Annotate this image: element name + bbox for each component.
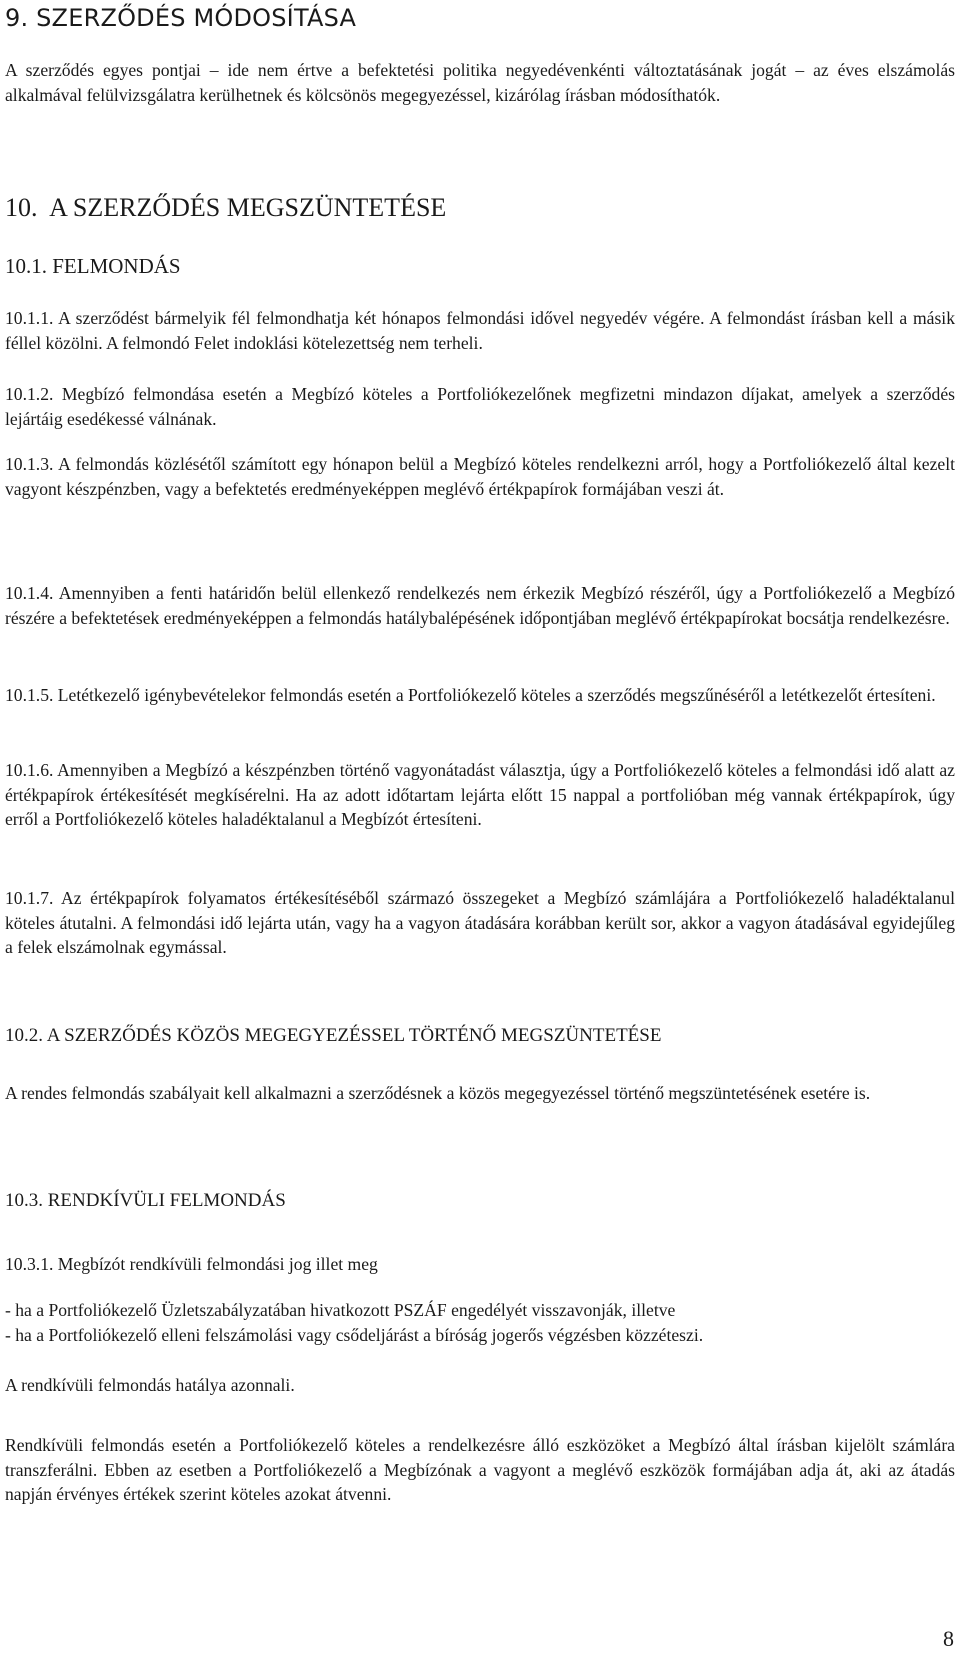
paragraph-10-1-7: 10.1.7. Az értékpapírok folyamatos értékesítéséből származó összegeket a Megbízó számlájára a Portfoliókezelő haladéktalanul köteles átutalni. A felmondási idő lejárta után, vagy ha a vagyon átadására korábban került sor, akkor a vagyon átadásával egyidejűleg a felek elszámolnak egymással. <box>5 888 955 957</box>
list-item: - ha a Portfoliókezelő Üzletszabályzatában hivatkozott PSZÁF engedélyét visszavonják, illetve <box>5 1300 676 1320</box>
subsection-10-2-paragraph: A rendes felmondás szabályait kell alkalmazni a szerződésnek a közös megegyezéssel történő megszüntetésének esetére is. <box>5 1083 871 1103</box>
section-10-heading: 10. A SZERZŐDÉS MEGSZÜNTETÉSE <box>5 193 447 222</box>
subsection-10-1-heading: 10.1. FELMONDÁS <box>5 254 181 278</box>
section-9-paragraph: A szerződés egyes pontjai – ide nem értve a befektetési politika negyedévenkénti változtatásának jogát – az éves elszámolás alkalmával felülvizsgálatra kerülhetnek és kölcsönös megegyezéssel, kizárólag írásban módosíthatók. <box>5 60 955 105</box>
list-item: - ha a Portfoliókezelő elleni felszámolási vagy csődeljárást a bíróság jogerős végzésben közzéteszi. <box>5 1324 704 1345</box>
paragraph-10-1-1: 10.1.1. A szerződést bármelyik fél felmondhatja két hónapos felmondási idővel negyedév végére. A felmondást írásban kell a másik féllel közölni. A felmondó Felet indoklási kötelezettség nem terheli. <box>5 308 955 353</box>
paragraph-10-1-6: 10.1.6. Amennyiben a Megbízó a készpénzben történő vagyonátadást választja, úgy a Portfoliókezelő köteles a felmondási idő alatt az értékpapírok értékesítését megkísérelni. Ha az adott időtartam lejárta előtt 15 nappal a portfolióban még vannak értékpapírok, úgy erről a Portfoliókezelő köteles haladéktalanul a Megbízót értesíteni. <box>5 760 955 829</box>
paragraph-10-1-5: 10.1.5. Letétkezelő igénybevételekor felmondás esetén a Portfoliókezelő köteles a szerződés megszűnéséről a letétkezelőt értesíteni. <box>5 685 936 705</box>
section-9-heading: 9. SZERZŐDÉS MÓDOSÍTÁSA <box>5 4 357 32</box>
paragraph-10-3-1: 10.3.1. Megbízót rendkívüli felmondási jog illet meg <box>5 1254 378 1274</box>
final-paragraph: Rendkívüli felmondás esetén a Portfoliókezelő köteles a rendelkezésre álló eszközöket a Megbízó által írásban kijelölt számlára transzferálni. Ebben az esetben a Portfoliókezelő a Megbízónak a vagyont a meglévő eszközök formájában adja át, aki az átadás napján érvényes értékek szerint köteles azokat átvenni. <box>5 1435 955 1504</box>
page-number: 8 <box>943 1626 954 1651</box>
paragraph-10-1-4: 10.1.4. Amennyiben a fenti határidőn belül ellenkező rendelkezés nem érkezik Megbízó részéről, úgy a Portfoliókezelő a Megbízó részére a befektetések eredményeképpen a felmondás hatálybalépésének időpontjában meglévő értékpapírokat bocsátja rendelkezésre. <box>5 583 955 628</box>
effect-paragraph: A rendkívüli felmondás hatálya azonnali. <box>5 1375 295 1395</box>
paragraph-10-1-2: 10.1.2. Megbízó felmondása esetén a Megbízó köteles a Portfoliókezelőnek megfizetni mindazon díjakat, amelyek a szerződés lejártáig esedékessé válnának. <box>5 384 955 429</box>
bullet-list <box>5 1298 955 1347</box>
paragraph-10-1-3: 10.1.3. A felmondás közlésétől számított egy hónapon belül a Megbízó köteles rendelkezni arról, hogy a Portfoliókezelő által kezelt vagyont készpénzben, vagy a befektetés eredményeképpen meglévő értékpapírok formájában veszi át. <box>5 454 955 499</box>
subsection-10-2-heading: 10.2. A SZERZŐDÉS KÖZÖS MEGEGYEZÉSSEL TÖRTÉNŐ MEGSZÜNTETÉSE <box>5 1025 662 1046</box>
subsection-10-3-heading: 10.3. RENDKÍVÜLI FELMONDÁS <box>5 1190 286 1211</box>
